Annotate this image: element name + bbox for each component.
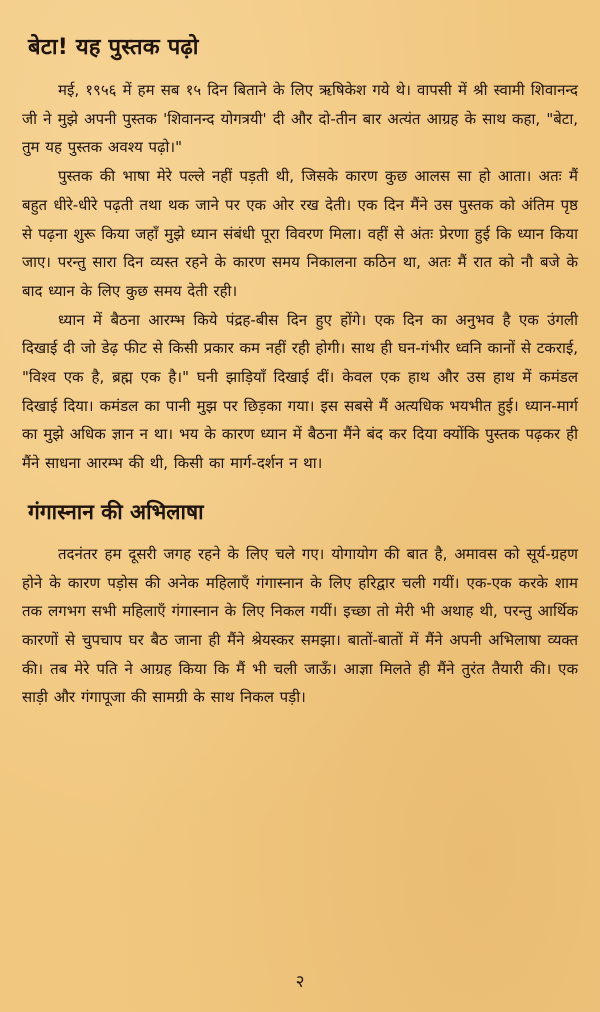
section-heading: बेटा! यह पुस्तक पढ़ो <box>28 35 199 60</box>
section-beta-read-this-book <box>22 28 578 478</box>
paragraph: मई, १९५६ में हम सब १५ दिन बिताने के लिए ऋषिकेश गये थे। वापसी में श्री स्वामी शिवानन्द जी ने मुझे अपनी पुस्तक 'शिवानन्द योगत्रयी' दी और दो-तीन बार अत्यंत आग्रह के साथ कहा, "बेटा, तुम यह पुस्तक अवश्य पढ़ो।" <box>22 81 578 157</box>
section-heading: गंगास्नान की अभिलाषा <box>28 499 204 524</box>
section-ganga-snan-wish <box>22 492 578 712</box>
paragraph: पुस्तक की भाषा मेरे पल्ले नहीं पड़ती थी, जिसके कारण कुछ आलस सा हो आता। अतः मैं बहुत धीरे-धीरे पढ़ती तथा थक जाने पर एक ओर रख देती। एक दिन मैंने उस पुस्तक को अंतिम पृष्ठ से पढ़ना शुरू किया जहाँ मुझे ध्यान संबंधी पूरा विवरण मिला। वहीं से अंतः प्रेरणा हुई कि ध्यान किया जाए। परन्तु सारा दिन व्यस्त रहने के कारण समय निकालना कठिन था, अतः मैं रात को नौ बजे के बाद ध्यान के लिए कुछ समय देती रही। <box>22 167 578 300</box>
page-number: २ <box>295 972 305 992</box>
paragraph: तदनंतर हम दूसरी जगह रहने के लिए चले गए। योगायोग की बात है, अमावस को सूर्य-ग्रहण होने के कारण पड़ोस की अनेक महिलाएँ गंगास्नान के लिए हरिद्वार चली गयीं। एक-एक करके शाम तक लगभग सभी महिलाएँ गंगास्नान के लिए निकल गयीं। इच्छा तो मेरी भी अथाह थी, परन्तु आर्थिक कारणों से चुपचाप घर बैठ जाना ही मैंने श्रेयस्कर समझा। बातों-बातों में मैंने अपनी अभिलाषा व्यक्त की। तब मेरे पति ने आग्रह किया कि मैं भी चली जाऊँ। आज्ञा मिलते ही मैंने तुरंत तैयारी की। एक साड़ी और गंगापूजा की सामग्री के साथ निकल पड़ी। <box>22 544 578 707</box>
paragraph: ध्यान में बैठना आरम्भ किये पंद्रह-बीस दिन हुए होंगे। एक दिन का अनुभव है एक उंगली दिखाई दी जो डेढ़ फीट से किसी प्रकार कम नहीं रही होगी। साथ ही घन-गंभीर ध्वनि कानों से टकराई, "विश्व एक है, ब्रह्म एक है।" घनी झाड़ियाँ दिखाई दीं। केवल एक हाथ और उस हाथ में कमंडल दिखाई दिया। कमंडल का पानी मुझ पर छिड़का गया। इस सबसे मैं अत्यधिक भयभीत हुई। ध्यान-मार्ग का मुझे अधिक ज्ञान न था। भय के कारण ध्यान में बैठना मैंने बंद कर दिया क्योंकि पुस्तक पढ़कर ही मैंने साधना आरम्भ की थी, किसी का मार्ग-दर्शन न था। <box>22 310 578 473</box>
